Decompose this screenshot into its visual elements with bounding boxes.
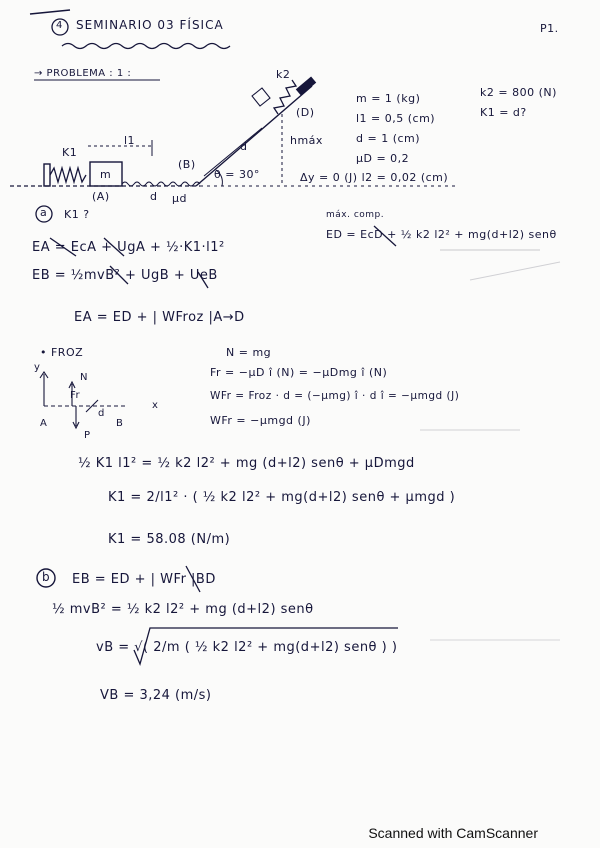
given-d: d = 1 (cm): [356, 132, 421, 145]
friction-work-eq-2: WFr = −μmgd (J): [210, 414, 311, 427]
given-k1-question: K1 = d?: [480, 106, 527, 119]
diagram-theta: θ = 30°: [214, 168, 260, 181]
diagram-A: (A): [92, 190, 110, 203]
given-l2: Δy = 0 (J) l2 = 0,02 (cm): [300, 171, 449, 184]
diagram-D: (D): [296, 106, 315, 119]
part-b-label: b: [42, 570, 51, 584]
scanner-watermark: Scanned with CamScanner: [368, 825, 538, 841]
page-title: SEMINARIO 03 FÍSICA: [76, 18, 224, 32]
page-tag: P1.: [540, 22, 559, 35]
part-b-eq1: EB = ED + | WFr |BD: [72, 572, 216, 587]
froz-title: • FROZ: [40, 346, 84, 359]
given-k2: k2 = 800 (N): [480, 86, 557, 99]
fbd-A: A: [40, 418, 48, 429]
k1-equation-2: K1 = 2/l1² · ( ½ k2 l2² + mg(d+l2) senθ + μmgd ): [108, 490, 456, 505]
friction-work-eq: WFr = Froz · d = (−μmg) î · d î = −μmgd (J): [210, 390, 460, 402]
k1-result: K1 = 58.08 (N/m): [108, 532, 231, 547]
diagram-l1: l1: [124, 134, 136, 147]
fbd-y: y: [34, 362, 41, 373]
k1-equation-1: ½ K1 l1² = ½ k2 l2² + mg (d+l2) senθ + μDmgd: [78, 456, 415, 471]
part-b-eq2: ½ mvB² = ½ k2 l2² + mg (d+l2) senθ: [52, 602, 314, 617]
part-a-ed: ED = EcD + ½ k2 l2² + mg(d+l2) senθ: [326, 228, 557, 241]
diagram-k1: K1: [62, 146, 78, 159]
part-a-maxcomp: máx. comp.: [326, 210, 385, 220]
part-a-ea: EA = EcA + UgA + ½·K1·l1²: [32, 240, 225, 255]
given-l1: l1 = 0,5 (cm): [356, 112, 436, 125]
part-a-question: K1 ?: [64, 208, 90, 221]
normal-eq: N = mg: [226, 346, 272, 359]
part-a-eb: EB = ½mvB² + UgB + UeB: [32, 268, 218, 283]
part-a-label: a: [40, 206, 48, 219]
fbd-N: N: [80, 372, 88, 383]
diagram-m: m: [100, 168, 112, 181]
diagram-d: d: [150, 190, 158, 203]
fbd-B: B: [116, 418, 124, 429]
part-a-energy: EA = ED + | WFroz |A→D: [74, 310, 245, 325]
fbd-d: d: [98, 408, 105, 419]
title-number: 4: [56, 20, 63, 31]
given-mu: μD = 0,2: [356, 152, 410, 165]
friction-force-eq: Fr = −μD î (N) = −μDmg î (N): [210, 366, 388, 379]
diagram-k2: k2: [276, 68, 291, 81]
diagram-hmax: hmáx: [290, 134, 323, 147]
problem-label: → PROBLEMA : 1 :: [34, 68, 132, 79]
fbd-fr: Fr: [70, 390, 81, 401]
given-m: m = 1 (kg): [356, 92, 421, 105]
diagram-mud: μd: [172, 192, 187, 205]
fbd-x: x: [152, 400, 159, 411]
diagram-incline-d: d: [240, 140, 248, 153]
fbd-P: P: [84, 430, 91, 441]
diagram-B: (B): [178, 158, 196, 171]
part-b-eq3: vB = √( 2/m ( ½ k2 l2² + mg(d+l2) senθ ) ): [96, 640, 398, 655]
vb-result: VB = 3,24 (m/s): [100, 688, 212, 703]
